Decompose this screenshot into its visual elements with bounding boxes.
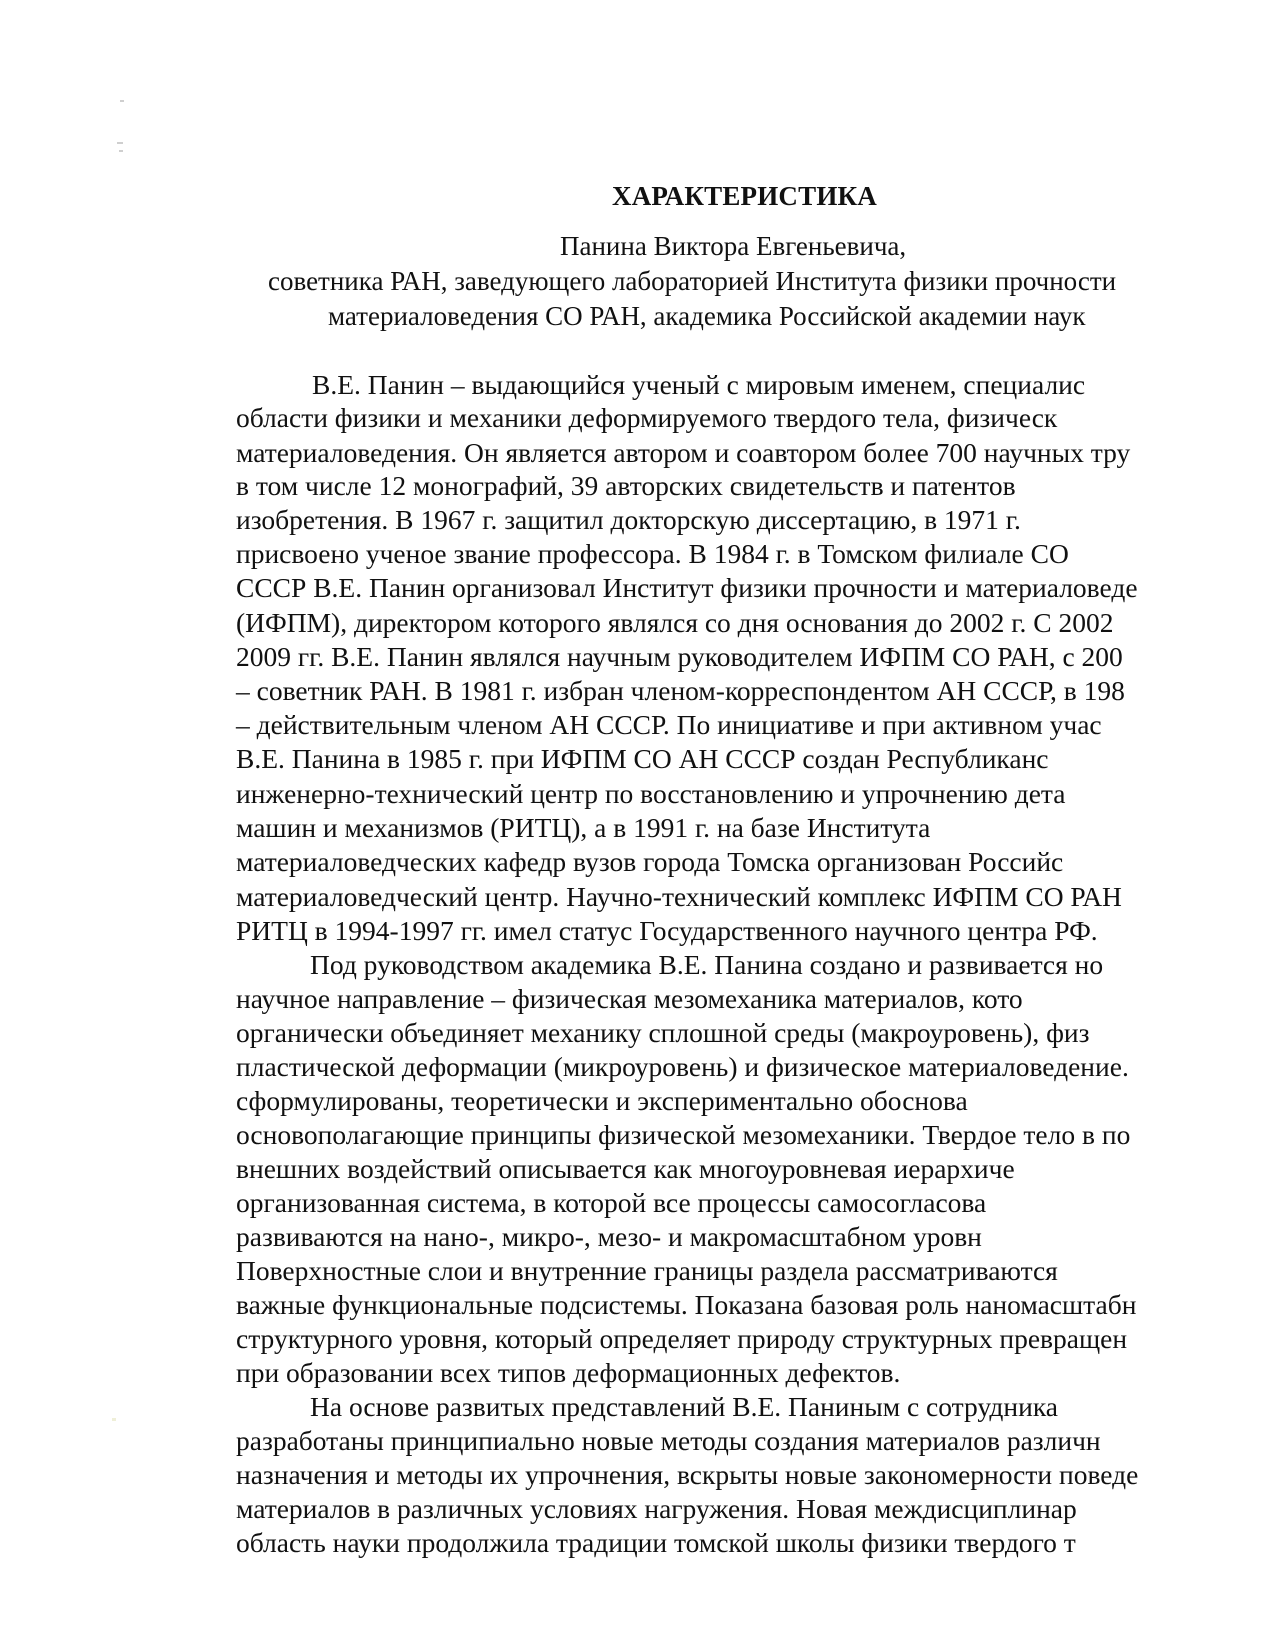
body-text-line: присвоено ученое звание профессора. В 1984 г. в Томском филиале СО — [236, 538, 1069, 569]
body-text-line: Поверхностные слои и внутренние границы раздела рассматриваются — [236, 1255, 1058, 1286]
body-text-line: материаловедения. Он является автором и соавтором более 700 научных тру — [236, 437, 1131, 468]
scan-speck — [112, 1418, 116, 1421]
body-text-line: – действительным членом АН СССР. По инициативе и при активном учас — [236, 709, 1102, 740]
body-text-line: важные функциональные подсистемы. Показана базовая роль наномасштабн — [236, 1289, 1137, 1320]
document-title: ХАРАКТЕРИСТИКА — [612, 181, 878, 211]
body-text-line: 2009 гг. В.Е. Панин являлся научным руководителем ИФПМ СО РАН, с 200 — [236, 641, 1123, 672]
body-text-line: развиваются на нано-, микро-, мезо- и макромасштабном уровн — [236, 1221, 982, 1252]
body-text-line: сформулированы, теоретически и экспериментально обоснова — [236, 1085, 968, 1116]
body-text-line: – советник РАН. В 1981 г. избран членом-корреспондентом АН СССР, в 198 — [236, 675, 1125, 706]
body-text-line: (ИФПМ), директором которого являлся со дня основания до 2002 г. С 2002 — [236, 607, 1114, 638]
body-text-line: назначения и методы их упрочнения, вскрыты новые закономерности поведе — [236, 1459, 1139, 1490]
body-text-line: разработаны принципиально новые методы создания материалов различн — [236, 1425, 1101, 1456]
body-text-line: организованная система, в которой все процессы самосогласова — [236, 1187, 987, 1218]
body-text-line: пластической деформации (микроуровень) и физическое материаловедение. — [236, 1051, 1129, 1082]
scan-speck — [119, 150, 123, 152]
body-text-line: машин и механизмов (РИТЦ), а в 1991 г. на базе Института — [236, 812, 931, 843]
body-text-line: в том числе 12 монографий, 39 авторских свидетельств и патентов — [236, 470, 1016, 501]
body-text-line: изобретения. В 1967 г. защитил докторскую диссертацию, в 1971 г. — [236, 504, 1021, 535]
body-text-line: В.Е. Панина в 1985 г. при ИФПМ СО АН СССР создан Республиканс — [236, 743, 1049, 774]
scan-speck — [117, 142, 123, 144]
body-text-line: области физики и механики деформируемого твердого тела, физическ — [236, 402, 1058, 433]
body-text-line: материаловедческих кафедр вузов города Томска организован Российс — [236, 846, 1064, 877]
body-text-line: материаловедческий центр. Научно-технический комплекс ИФПМ СО РАН — [236, 881, 1122, 912]
body-text-line: В.Е. Панин – выдающийся ученый с мировым именем, специалис — [312, 369, 1086, 400]
body-text-line: Под руководством академика В.Е. Панина создано и развивается но — [310, 949, 1104, 980]
body-text-line: материалов в различных условиях нагружения. Новая междисциплинар — [236, 1493, 1077, 1524]
subtitle-line: Панина Виктора Евгеньевича, — [560, 231, 907, 261]
scan-speck — [120, 100, 124, 102]
body-text-line: инженерно-технический центр по восстановлению и упрочнению дета — [236, 778, 1066, 809]
body-text-line: структурного уровня, который определяет природу структурных превращен — [236, 1323, 1128, 1354]
body-text-line: СССР В.Е. Панин организовал Институт физики прочности и материаловеде — [236, 572, 1138, 603]
body-text-line: научное направление – физическая мезомеханика материалов, кото — [236, 983, 1023, 1014]
body-text-line: РИТЦ в 1994-1997 гг. имел статус Государственного научного центра РФ. — [236, 915, 1098, 946]
body-text-line: при образовании всех типов деформационных дефектов. — [236, 1357, 901, 1388]
body-text-line: На основе развитых представлений В.Е. Паниным с сотрудника — [310, 1391, 1058, 1422]
body-text-line: внешних воздействий описывается как многоуровневая иерархиче — [236, 1153, 1015, 1184]
subtitle-line: материаловедения СО РАН, академика Российской академии наук — [328, 301, 1086, 331]
subtitle-line: советника РАН, заведующего лабораторией Института физики прочности — [268, 266, 1117, 296]
body-text-line: органически объединяет механику сплошной среды (макроуровень), физ — [236, 1017, 1090, 1048]
body-text-line: основополагающие принципы физической мезомеханики. Твердое тело в по — [236, 1119, 1131, 1150]
body-text-line: область науки продолжила традиции томской школы физики твердого т — [236, 1527, 1076, 1558]
